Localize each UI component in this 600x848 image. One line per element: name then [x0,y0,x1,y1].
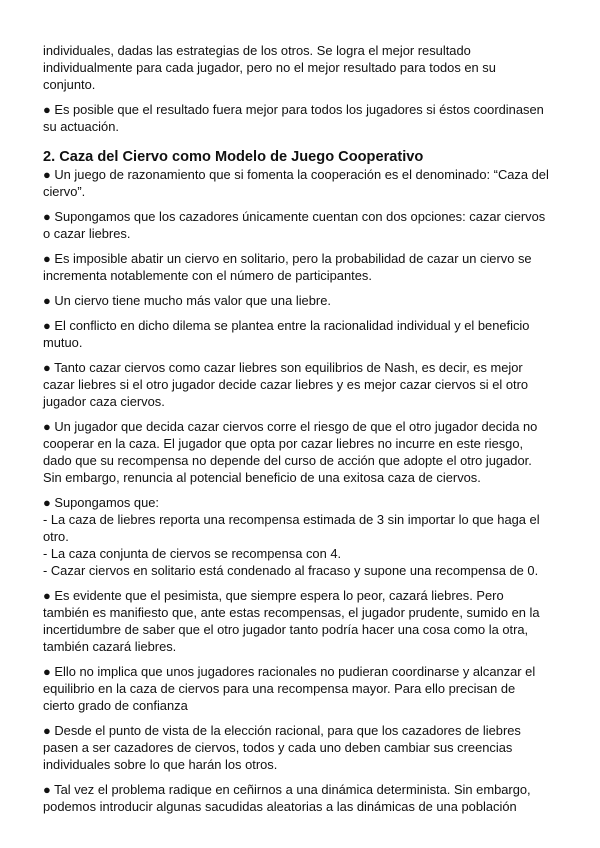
bullet-paragraph [43,494,560,579]
text-line: ● Tanto cazar ciervos como cazar liebres son equilibrios de Nash, es decir, es mejor [43,360,523,375]
bullet-paragraph [43,418,560,486]
text-line: dado que su recompensa no depende del curso de acción que adopte el otro jugador. [43,453,532,468]
text-line: ● El conflicto en dicho dilema se plantea entre la racionalidad individual y el beneficio [43,318,530,333]
text-line: ciervo”. [43,184,86,199]
text-line: ● Es evidente que el pesimista, que siempre espera lo peor, cazará liebres. Pero [43,588,504,603]
bullet-paragraph [43,317,560,351]
bullet-paragraph [43,587,560,655]
section-title: 2. Caza del Ciervo como Modelo de Juego Cooperativo [43,149,424,165]
text-line: ● Es imposible abatir un ciervo en solitario, pero la probabilidad de cazar un ciervo se [43,251,532,266]
bullet-paragraph [43,781,560,815]
text-line: ● Un ciervo tiene mucho más valor que una liebre. [43,293,331,308]
text-line: cierto grado de confianza [43,698,188,713]
text-line: su actuación. [43,119,119,134]
text-line: individuales sobre lo que harán los otros. [43,757,278,772]
text-line: incertidumbre de saber que el otro jugador tanto podría hacer una cosa como la otra, [43,622,529,637]
bullet-paragraph [43,359,560,410]
bullet-paragraph [43,250,560,284]
text-line: ● Es posible que el resultado fuera mejor para todos los jugadores si éstos coordinasen [43,102,544,117]
text-line: - La caza de liebres reporta una recompensa estimada de 3 sin importar lo que haga el [43,512,540,527]
bullet-paragraph [43,663,560,714]
text-line: ● Supongamos que: [43,495,160,510]
text-line: ● Supongamos que los cazadores únicamente cuentan con dos opciones: cazar ciervos [43,209,546,224]
bullet-paragraph [43,722,560,773]
text-line: otro. [43,529,69,544]
intro-bullet [43,101,560,135]
text-line: ● Un jugador que decida cazar ciervos corre el riesgo de que el otro jugador decida no [43,419,538,434]
text-line: - Cazar ciervos en solitario está condenado al fracaso y supone una recompensa de 0. [43,563,539,578]
bullet-paragraph [43,166,560,200]
text-line: jugador caza ciervos. [43,394,165,409]
text-line: o cazar liebres. [43,226,131,241]
bullet-paragraph [43,292,560,309]
text-line: ● Tal vez el problema radique en ceñirnos a una dinámica determinista. Sin embargo, [43,782,531,797]
text-line: incrementa notablemente con el número de participantes. [43,268,372,283]
text-line: cooperar en la caza. El jugador que opta por cazar liebres no incurre en este riesgo, [43,436,524,451]
text-line: ● Un juego de razonamiento que si fomenta la cooperación es el denominado: “Caza del [43,167,549,182]
intro-paragraph [43,42,560,93]
text-line: ● Ello no implica que unos jugadores racionales no pudieran coordinarse y alcanzar el [43,664,536,679]
text-line: podemos introducir algunas sacudidas aleatorias a las dinámicas de una población [43,799,517,814]
text-line: individuales, dadas las estrategias de los otros. Se logra el mejor resultado [43,43,471,58]
text-line: pasen a ser cazadores de ciervos, todos y cada uno deben cambiar sus creencias [43,740,513,755]
text-line: ● Desde el punto de vista de la elección racional, para que los cazadores de liebres [43,723,521,738]
text-line: también es manifiesto que, ante estas recompensas, el jugador prudente, sumido en la [43,605,540,620]
text-line: conjunto. [43,77,96,92]
text-line: también cazará liebres. [43,639,177,654]
text-line: mutuo. [43,335,83,350]
bullet-paragraph [43,208,560,242]
text-line: - La caza conjunta de ciervos se recompensa con 4. [43,546,342,561]
text-line: Sin embargo, renuncia al potencial beneficio de una exitosa caza de ciervos. [43,470,481,485]
text-line: equilibrio en la caza de ciervos para una recompensa mayor. Para ello precisan de [43,681,516,696]
text-line: individualmente para cada jugador, pero no el mejor resultado para todos en su [43,60,496,75]
text-line: cazar liebres si el otro jugador decide cazar liebres y es mejor cazar ciervos si el otro [43,377,529,392]
